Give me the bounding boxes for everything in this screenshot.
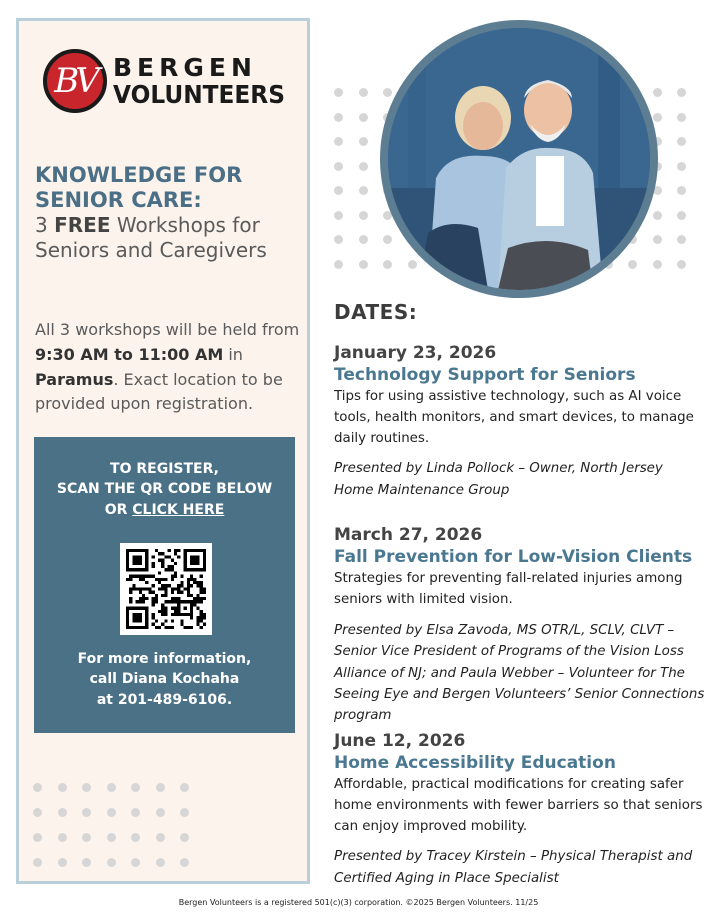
register-instructions bbox=[34, 459, 295, 520]
decorative-dot bbox=[334, 137, 343, 146]
decorative-dot bbox=[334, 162, 343, 171]
decorative-dot bbox=[82, 858, 91, 867]
contact-phone[interactable]: at 201-489-6106. bbox=[96, 691, 233, 708]
schedule-location: Paramus bbox=[35, 369, 114, 389]
decorative-dot bbox=[653, 211, 662, 220]
logo-monogram: BV bbox=[43, 49, 107, 113]
workshop-description: Affordable, practical modifications for creating safer home environments with fewer barriers so that seniors can enjoy improved mobility. bbox=[334, 777, 703, 834]
logo-line-1: BERGEN bbox=[113, 53, 257, 82]
decorative-dot bbox=[359, 260, 368, 269]
decorative-dot bbox=[359, 186, 368, 195]
headline-prefix: 3 bbox=[35, 213, 55, 238]
workshop-description: Tips for using assistive technology, such as AI voice tools, health monitors, and smart devices, to manage daily routines. bbox=[334, 389, 694, 446]
decorative-dot bbox=[107, 858, 116, 867]
decorative-dot bbox=[677, 88, 686, 97]
schedule-time: 9:30 AM to 11:00 AM bbox=[35, 344, 224, 364]
decorative-dot bbox=[334, 186, 343, 195]
decorative-dot bbox=[180, 833, 189, 842]
decorative-dot bbox=[33, 783, 42, 792]
left-panel bbox=[16, 18, 310, 884]
decorative-dot bbox=[359, 162, 368, 171]
decorative-dot bbox=[359, 113, 368, 122]
workshop-title: Home Accessibility Education bbox=[334, 753, 616, 774]
workshop-date: June 12, 2026 bbox=[334, 731, 466, 751]
decorative-dot bbox=[628, 260, 637, 269]
workshop-date: March 27, 2026 bbox=[334, 525, 483, 545]
headline-rest: Workshops for Seniors and Caregivers bbox=[35, 213, 267, 263]
register-line-2: SCAN THE QR CODE BELOW bbox=[56, 481, 273, 498]
decorative-dot bbox=[58, 783, 67, 792]
decorative-dot bbox=[677, 186, 686, 195]
workshop-date: January 23, 2026 bbox=[334, 343, 497, 363]
decorative-dot bbox=[156, 858, 165, 867]
decorative-dot bbox=[131, 808, 140, 817]
decorative-dot bbox=[359, 137, 368, 146]
decorative-dot bbox=[677, 137, 686, 146]
qr-code[interactable] bbox=[120, 543, 212, 635]
decorative-dot bbox=[408, 260, 417, 269]
decorative-dot bbox=[677, 113, 686, 122]
decorative-dot bbox=[180, 858, 189, 867]
schedule-part-2: in bbox=[223, 344, 243, 364]
workshop-presenter: Presented by Elsa Zavoda, MS OTR/L, SCLV, CLVT – Senior Vice President of Programs of the Vision Loss Alliance of NJ; and Paula Webber – Volunteer for The Seeing Eye and Bergen Volunteers’ Senior Connections program bbox=[334, 622, 705, 724]
logo-line-2: VOLUNTEERS bbox=[113, 80, 285, 109]
decorative-dot bbox=[58, 808, 67, 817]
decorative-dot bbox=[156, 808, 165, 817]
decorative-dot bbox=[58, 833, 67, 842]
decorative-dot bbox=[180, 783, 189, 792]
decorative-dot bbox=[334, 88, 343, 97]
workshop-title: Fall Prevention for Low-Vision Clients bbox=[334, 547, 693, 568]
page-headline bbox=[35, 163, 305, 263]
decorative-dot bbox=[334, 235, 343, 244]
bergen-volunteers-logo[interactable] bbox=[43, 49, 285, 119]
schedule-info bbox=[35, 318, 300, 417]
decorative-dot bbox=[131, 783, 140, 792]
decorative-dot bbox=[58, 858, 67, 867]
workshop-item-1 bbox=[334, 342, 706, 501]
contact-line-2: call Diana Kochaha bbox=[89, 671, 240, 688]
headline-title: KNOWLEDGE FOR SENIOR CARE: bbox=[35, 163, 243, 213]
workshop-presenter: Presented by Linda Pollock – Owner, North Jersey Home Maintenance Group bbox=[334, 461, 663, 498]
decorative-dot bbox=[334, 260, 343, 269]
decorative-dot bbox=[131, 833, 140, 842]
click-here-link[interactable]: CLICK HERE bbox=[132, 501, 225, 518]
workshop-presenter: Presented by Tracey Kirstein – Physical Therapist and Certified Aging in Place Specialist bbox=[334, 849, 693, 886]
decorative-dot bbox=[33, 833, 42, 842]
decorative-dot bbox=[359, 88, 368, 97]
workshop-item-3 bbox=[334, 730, 706, 889]
workshop-title: Technology Support for Seniors bbox=[334, 365, 636, 386]
contact-info bbox=[34, 649, 295, 710]
register-line-3 bbox=[34, 500, 295, 520]
register-box bbox=[34, 437, 295, 733]
decorative-dot bbox=[653, 260, 662, 269]
senior-couple-photo bbox=[388, 28, 650, 290]
decorative-dot bbox=[383, 235, 392, 244]
decorative-dot bbox=[653, 235, 662, 244]
decorative-dot bbox=[359, 235, 368, 244]
footer-note: Bergen Volunteers is a registered 501(c)(3) corporation. ©2025 Bergen Volunteers. 11/25 bbox=[178, 898, 539, 907]
decorative-dot bbox=[334, 113, 343, 122]
decorative-dot bbox=[156, 833, 165, 842]
decorative-dot bbox=[82, 833, 91, 842]
decorative-dot bbox=[107, 833, 116, 842]
decorative-dot bbox=[131, 858, 140, 867]
decorative-dot bbox=[677, 260, 686, 269]
decorative-dot bbox=[383, 260, 392, 269]
decorative-dot bbox=[33, 808, 42, 817]
schedule-part-3: . Exact location to be provided upon registration. bbox=[35, 369, 283, 414]
register-line-1: TO REGISTER, bbox=[110, 461, 219, 477]
decorative-dot bbox=[33, 858, 42, 867]
workshop-item-2 bbox=[334, 524, 706, 727]
decorative-dot bbox=[180, 808, 189, 817]
decorative-dot bbox=[107, 808, 116, 817]
decorative-dot bbox=[82, 783, 91, 792]
logo-wordmark bbox=[113, 55, 298, 107]
decorative-dot bbox=[107, 783, 116, 792]
decorative-dot bbox=[653, 113, 662, 122]
headline-free: FREE bbox=[54, 213, 111, 238]
headline-subtitle bbox=[35, 213, 305, 263]
dates-heading: DATES: bbox=[334, 300, 418, 324]
decorative-dot bbox=[156, 783, 165, 792]
workshop-description: Strategies for preventing fall-related injuries among seniors with limited vision. bbox=[334, 571, 683, 607]
senior-couple-illustration bbox=[388, 28, 650, 290]
qr-code-icon bbox=[126, 549, 206, 629]
decorative-dot bbox=[677, 211, 686, 220]
decorative-dot bbox=[334, 211, 343, 220]
decorative-dot bbox=[359, 211, 368, 220]
register-or: OR bbox=[104, 501, 133, 518]
decorative-dot bbox=[383, 88, 392, 97]
contact-line-1: For more information, bbox=[77, 651, 252, 667]
schedule-part-1: All 3 workshops will be held from bbox=[35, 320, 300, 339]
decorative-dot bbox=[677, 235, 686, 244]
decorative-dot bbox=[677, 162, 686, 171]
decorative-dot bbox=[82, 808, 91, 817]
decorative-dot bbox=[653, 88, 662, 97]
